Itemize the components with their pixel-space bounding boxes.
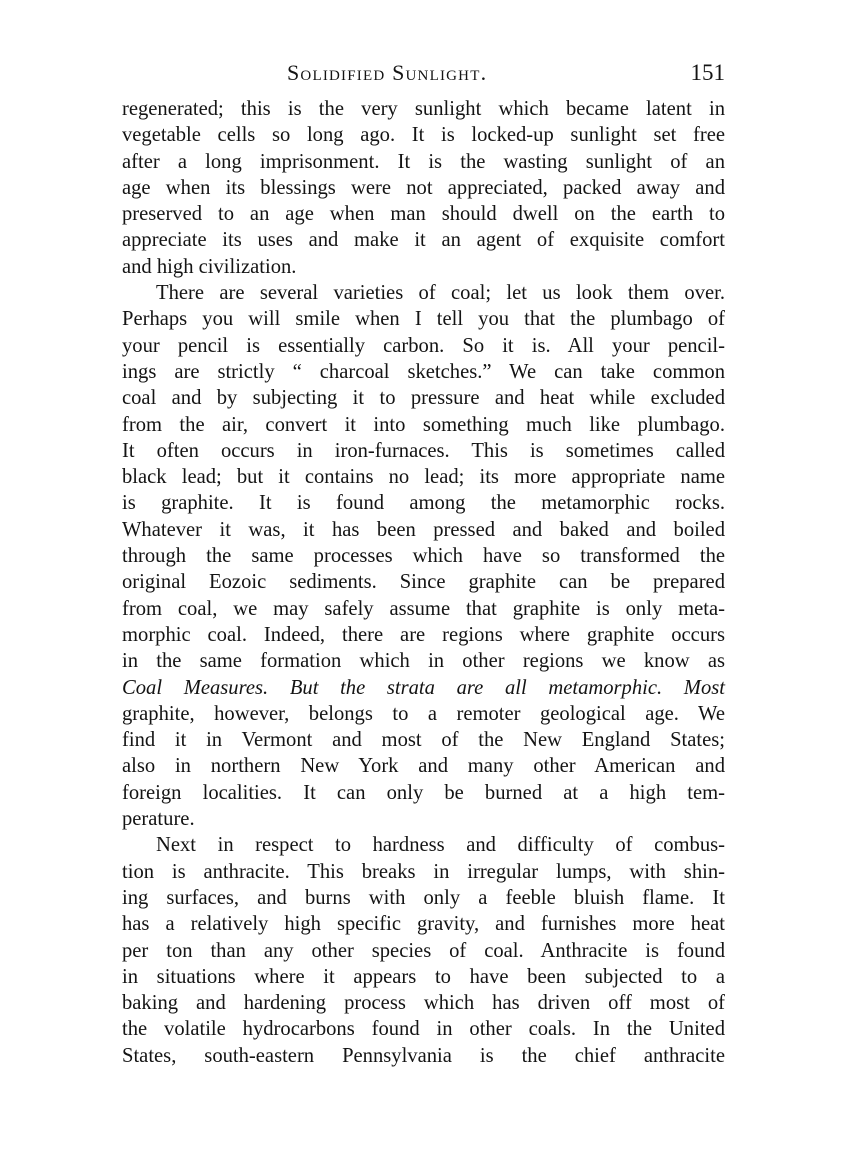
text-line: ing surfaces, and burns with only a feeble bluish flame. It [122, 886, 725, 909]
text-line: has a relatively high specific gravity, and furnishes more heat [122, 913, 725, 936]
text-line: through the same processes which have so transformed the [122, 545, 725, 568]
running-header [122, 56, 725, 96]
text-line: your pencil is essentially carbon. So it is. All your pencil- [122, 334, 725, 357]
paragraph-1 [122, 96, 725, 280]
text-line: from the air, convert it into something much like plumbago. [122, 413, 725, 436]
text-line: age when its blessings were not appreciated, packed away and [122, 176, 725, 199]
text-line [122, 675, 725, 701]
text-line: coal and by subjecting it to pressure and heat while excluded [122, 387, 725, 410]
paragraph-3 [122, 832, 725, 1069]
running-title: Solidified Sunlight. [287, 60, 488, 85]
text-line: foreign localities. It can only be burned at a high tem- [122, 781, 725, 804]
paragraph-2 [122, 280, 725, 832]
text-line: States, south-eastern Pennsylvania is the chief anthracite [122, 1044, 725, 1067]
text-line: per ton than any other species of coal. Anthracite is found [122, 939, 725, 962]
text-line: black lead; but it contains no lead; its more appropriate name [122, 466, 725, 489]
text-line: Next in respect to hardness and difficulty of combus- [156, 834, 725, 857]
text-line: There are several varieties of coal; let us look them over. [156, 282, 725, 305]
text-line: Perhaps you will smile when I tell you that the plumbago of [122, 308, 725, 331]
text-line: morphic coal. Indeed, there are regions where graphite occurs [122, 623, 725, 646]
text-line: also in northern New York and many other American and [122, 755, 725, 778]
text-line: perature. [122, 808, 195, 831]
text-line: It often occurs in iron-furnaces. This is sometimes called [122, 439, 725, 462]
text-line: baking and hardening process which has driven off most of [122, 992, 725, 1015]
text-line: find it in Vermont and most of the New England States; [122, 729, 725, 752]
text-line: in the same formation which in other regions we know as [122, 650, 725, 673]
italic-term: Coal Measures. But the strata are all metamorphic. Most [122, 676, 725, 699]
text-line: Whatever it was, it has been pressed and baked and boiled [122, 518, 725, 541]
text-line: in situations where it appears to have been subjected to a [122, 965, 725, 988]
page-number: 151 [690, 60, 725, 85]
text-line: after a long imprisonment. It is the wasting sunlight of an [122, 150, 725, 173]
text-line: is graphite. It is found among the metamorphic rocks. [122, 492, 725, 515]
book-page [122, 56, 725, 1069]
text-line: vegetable cells so long ago. It is locked-up sunlight set free [122, 124, 725, 147]
text-line: from coal, we may safely assume that graphite is only meta- [122, 597, 725, 620]
text-line: the volatile hydrocarbons found in other coals. In the United [122, 1018, 725, 1041]
text-line: graphite, however, belongs to a remoter geological age. We [122, 702, 725, 725]
text-line: regenerated; this is the very sunlight which became latent in [122, 98, 725, 120]
text-line: tion is anthracite. This breaks in irregular lumps, with shin- [122, 860, 725, 883]
text-line: preserved to an age when man should dwell on the earth to [122, 203, 725, 226]
text-line: ings are strictly “ charcoal sketches.” We can take common [122, 360, 725, 383]
text-line: original Eozoic sediments. Since graphite can be prepared [122, 571, 725, 594]
text-line: and high civilization. [122, 255, 297, 278]
text-line: appreciate its uses and make it an agent of exquisite comfort [122, 229, 725, 252]
